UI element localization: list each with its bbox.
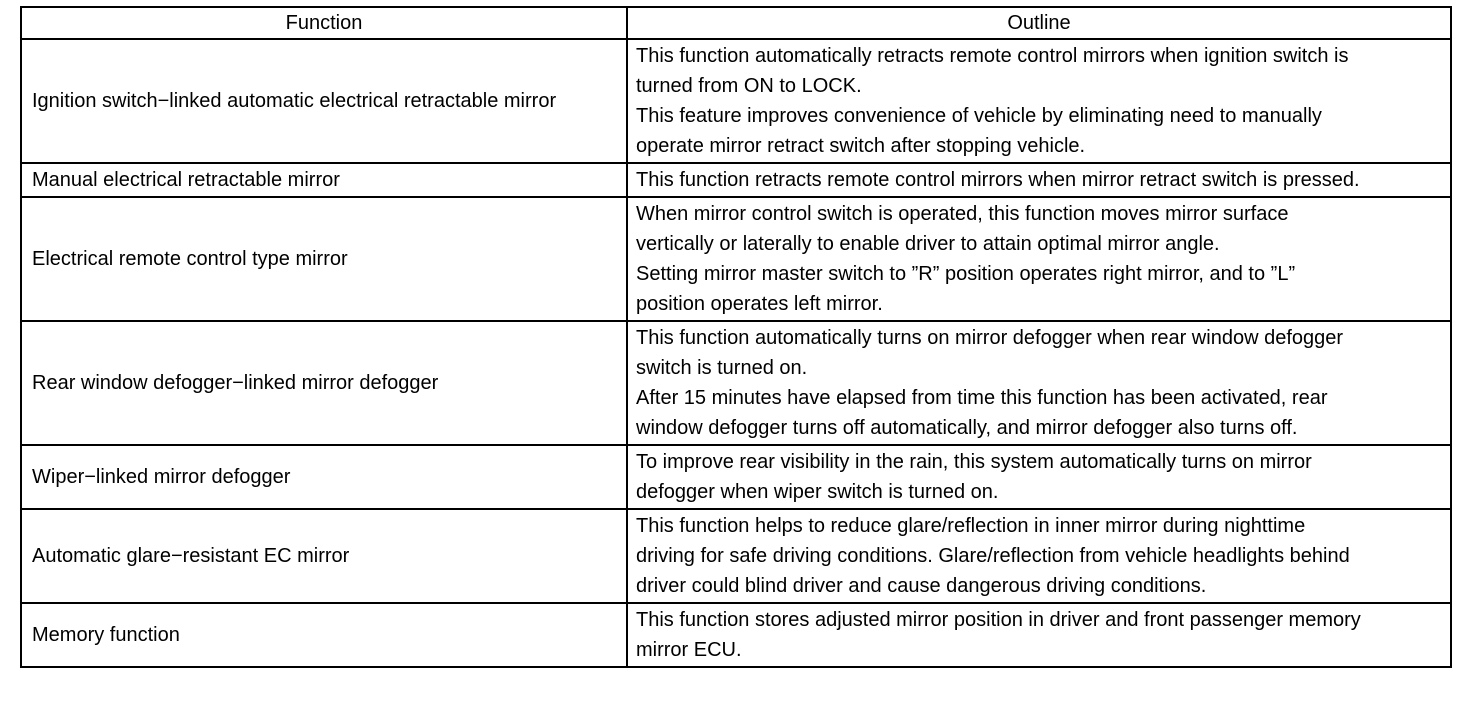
outline-cell bbox=[627, 197, 1451, 321]
outline-line: This feature improves convenience of vehicle by eliminating need to manually bbox=[636, 105, 1322, 127]
outline-line: Setting mirror master switch to ”R” position operates right mirror, and to ”L” bbox=[636, 263, 1296, 285]
outline-cell bbox=[627, 445, 1451, 509]
table-row bbox=[21, 197, 1451, 321]
outline-cell bbox=[627, 509, 1451, 603]
outline-line: vertically or laterally to enable driver to attain optimal mirror angle. bbox=[636, 233, 1220, 255]
outline-line: This function stores adjusted mirror position in driver and front passenger memory bbox=[636, 609, 1361, 631]
outline-line: driver could blind driver and cause dangerous driving conditions. bbox=[636, 575, 1207, 597]
table-row bbox=[21, 445, 1451, 509]
outline-cell bbox=[627, 39, 1451, 163]
table-row bbox=[21, 163, 1451, 197]
function-outline-table bbox=[20, 6, 1452, 668]
outline-line: switch is turned on. bbox=[636, 357, 808, 379]
outline-line: This function automatically turns on mirror defogger when rear window defogger bbox=[636, 327, 1344, 349]
outline-line: This function automatically retracts remote control mirrors when ignition switch is bbox=[636, 45, 1349, 67]
table-row bbox=[21, 603, 1451, 667]
function-cell: Electrical remote control type mirror bbox=[21, 197, 627, 321]
function-cell: Wiper−linked mirror defogger bbox=[21, 445, 627, 509]
outline-line: To improve rear visibility in the rain, this system automatically turns on mirror bbox=[636, 451, 1312, 473]
outline-line: This function retracts remote control mirrors when mirror retract switch is pressed. bbox=[636, 169, 1360, 191]
header-row bbox=[21, 7, 1451, 39]
outline-line: After 15 minutes have elapsed from time this function has been activated, rear bbox=[636, 387, 1328, 409]
header-outline: Outline bbox=[627, 7, 1451, 39]
function-cell: Manual electrical retractable mirror bbox=[21, 163, 627, 197]
table-row bbox=[21, 321, 1451, 445]
header-function: Function bbox=[21, 7, 627, 39]
function-cell: Automatic glare−resistant EC mirror bbox=[21, 509, 627, 603]
outline-line: window defogger turns off automatically, and mirror defogger also turns off. bbox=[636, 417, 1298, 439]
outline-line: operate mirror retract switch after stopping vehicle. bbox=[636, 135, 1086, 157]
outline-line: This function helps to reduce glare/reflection in inner mirror during nighttime bbox=[636, 515, 1306, 537]
outline-line: driving for safe driving conditions. Glare/reflection from vehicle headlights behind bbox=[636, 545, 1350, 567]
table-row bbox=[21, 509, 1451, 603]
function-cell: Memory function bbox=[21, 603, 627, 667]
function-cell: Ignition switch−linked automatic electrical retractable mirror bbox=[21, 39, 627, 163]
outline-line: mirror ECU. bbox=[636, 639, 742, 661]
outline-line: position operates left mirror. bbox=[636, 293, 883, 315]
function-cell: Rear window defogger−linked mirror defogger bbox=[21, 321, 627, 445]
outline-cell bbox=[627, 321, 1451, 445]
outline-cell bbox=[627, 603, 1451, 667]
outline-line: defogger when wiper switch is turned on. bbox=[636, 481, 999, 503]
outline-line: When mirror control switch is operated, this function moves mirror surface bbox=[636, 203, 1289, 225]
outline-cell bbox=[627, 163, 1451, 197]
table-row bbox=[21, 39, 1451, 163]
outline-line: turned from ON to LOCK. bbox=[636, 75, 862, 97]
